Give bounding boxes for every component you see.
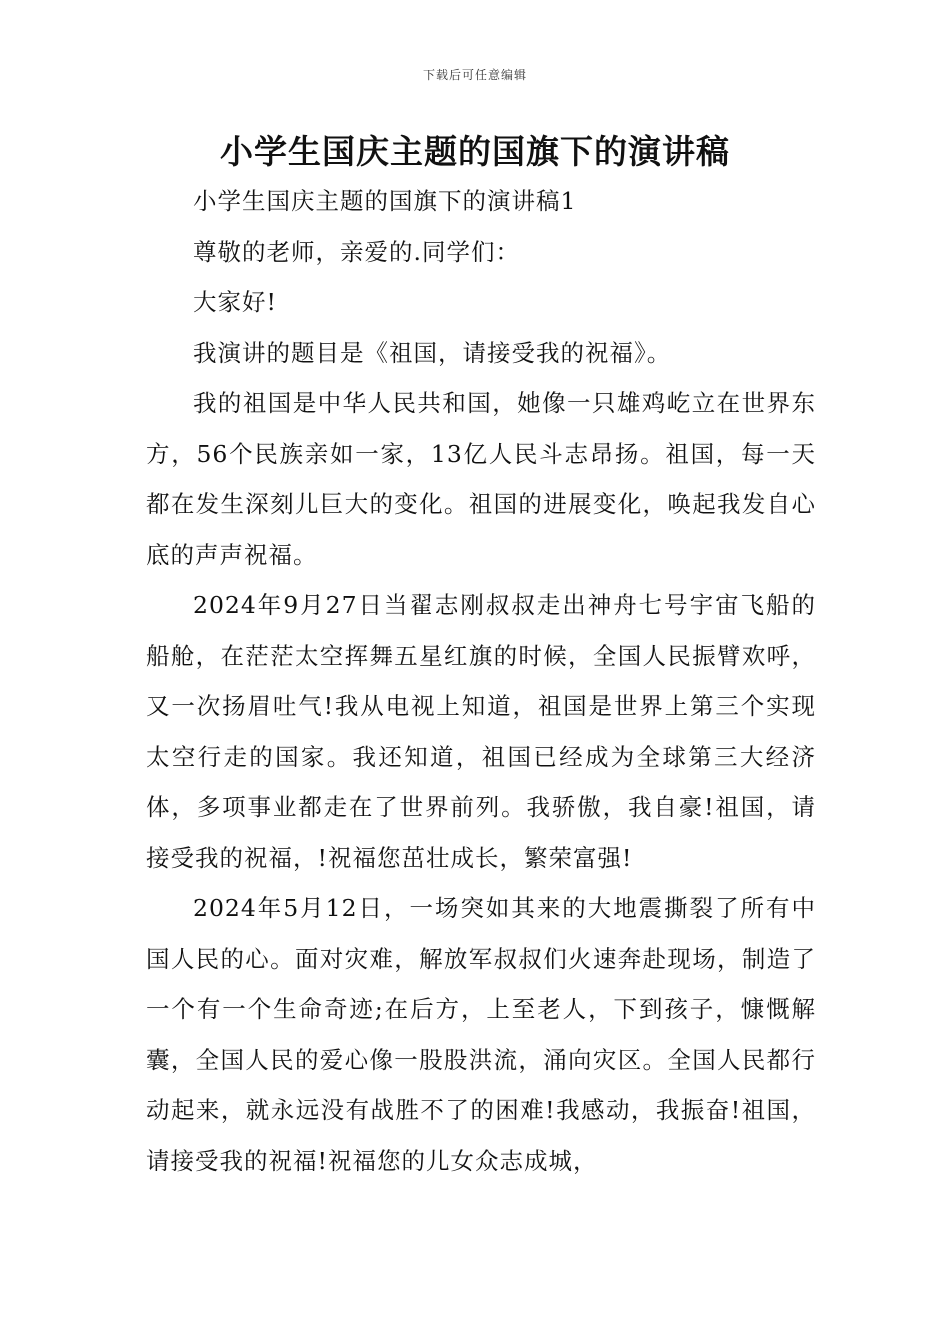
paragraph: 2024年5月12日，一场突如其来的大地震撕裂了所有中国人民的心。面对灾难，解放军叔叔们火速奔赴现场，制造了一个有一个生命奇迹;在后方，上至老人，下到孩子，慷慨解囊，全国人民的爱心像一股股洪流，涌向灾区。全国人民都行动起来，就永远没有战胜不了的困难!我感动，我振奋!祖国，请接受我的祝福!祝福您的儿女众志成城， [146,894,816,1175]
header-note: 下载后可任意编辑 [422,68,527,82]
paragraph: 我的祖国是中华人民共和国，她像一只雄鸡屹立在世界东方，56个民族亲如一家，13亿人民斗志昂扬。祖国，每一天都在发生深刻儿巨大的变化。祖国的进展变化，唤起我发自心底的声声祝福。 [146,389,816,569]
document-body [146,176,816,1186]
paragraph: 小学生国庆主题的国旗下的演讲稿1 [193,187,577,215]
paragraph: 2024年9月27日当翟志刚叔叔走出神舟七号宇宙飞船的船舱，在茫茫太空挥舞五星红旗的时候，全国人民振臂欢呼，又一次扬眉吐气!我从电视上知道，祖国是世界上第三个实现太空行走的国家。我还知道，祖国已经成为全球第三大经济体，多项事业都走在了世界前列。我骄傲，我自豪!祖国，请接受我的祝福，!祝福您茁壮成长，繁荣富强! [146,591,816,872]
paragraph: 尊敬的老师，亲爱的.同学们： [193,237,520,266]
paragraph: 大家好! [193,288,277,316]
paragraph: 我演讲的题目是《祖国，请接受我的祝福》。 [193,338,672,367]
document-title: 小学生国庆主题的国旗下的演讲稿 [220,132,730,171]
